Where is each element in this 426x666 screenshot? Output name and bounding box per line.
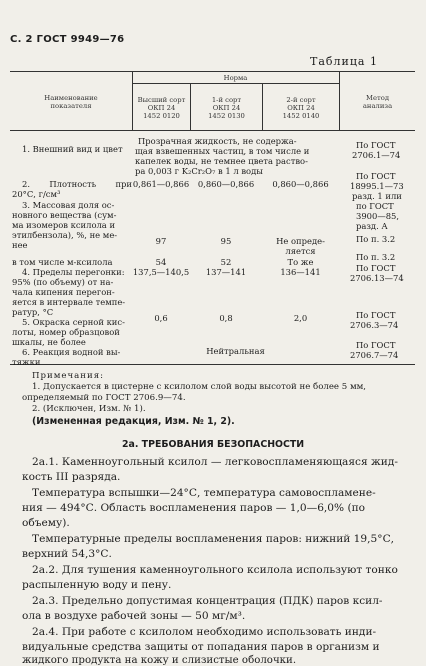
param-main-2: новного вещества (сум- bbox=[12, 210, 117, 220]
param-main-3: ма изомеров ксилола и bbox=[12, 220, 116, 230]
param-density: 2. Плотность при bbox=[22, 179, 132, 189]
appearance-line-2: щая взвешенных частиц, в том числе и bbox=[135, 146, 310, 156]
distill-second: 136—141 bbox=[280, 267, 321, 277]
note-1-cont: определяемый по ГОСТ 2706.9—74. bbox=[22, 393, 186, 403]
param-reaction-1: 6. Реакция водной вы- bbox=[22, 347, 121, 357]
body-line-5: объему). bbox=[22, 517, 70, 529]
density-first: 0,860—0,866 bbox=[197, 179, 255, 189]
table-bottom-rule bbox=[10, 364, 415, 365]
page-header: С. 2 ГОСТ 9949—76 bbox=[10, 34, 125, 45]
method-6b: 2706.7—74 bbox=[350, 350, 399, 360]
body-line-14: жидкого продукта на кожу и слизистые оболочки. bbox=[22, 655, 297, 666]
param-acid-1: 5. Окраска серной кис- bbox=[22, 317, 125, 327]
method-3: По п. 3.2 bbox=[356, 234, 396, 244]
param-acid-2: лоты, номер образцовой bbox=[12, 327, 120, 337]
note-1: 1. Допускается в цистерне с ксилолом слой воды высотой не более 5 мм, bbox=[32, 382, 367, 392]
method-5a: По ГОСТ bbox=[356, 310, 396, 320]
method-1b: 2706.1—74 bbox=[352, 150, 401, 160]
density-top: 0,861—0,866 bbox=[132, 179, 190, 189]
param-distill-4: яется в интервале темпе- bbox=[12, 297, 126, 307]
method-1a: По ГОСТ bbox=[356, 140, 396, 150]
col-head-first-grade: 1-й сорт ОКП 24 1452 0130 bbox=[208, 96, 245, 120]
method-2b: 18995.1—73 bbox=[350, 181, 404, 191]
method-2c: разд. 1 или bbox=[352, 191, 402, 201]
param-main-4: этилбензола), %, не ме- bbox=[12, 230, 118, 240]
param-m-xylene: в том числе м-ксилола bbox=[12, 257, 113, 267]
col-head-second-grade: 2-й сорт ОКП 24 1452 0140 bbox=[282, 96, 320, 120]
method-6a: По ГОСТ bbox=[356, 340, 396, 350]
table-caption: Таблица 1 bbox=[310, 55, 378, 68]
appearance-line-3: капелек воды, не темнее цвета раство- bbox=[135, 156, 308, 166]
distill-top: 137,5—140,5 bbox=[132, 267, 190, 277]
param-main-5: нее bbox=[12, 240, 28, 250]
param-distill-2: 95% (по объему) от на- bbox=[12, 277, 114, 287]
body-line-6: Температурные пределы воспламенения паров: нижний 19,5°С, bbox=[32, 533, 395, 545]
section-title: 2а. ТРЕБОВАНИЯ БЕЗОПАСНОСТИ bbox=[122, 439, 305, 450]
method-4a: По ГОСТ bbox=[356, 263, 396, 273]
mxylene-second: То же bbox=[287, 257, 314, 267]
method-2d: по ГОСТ bbox=[356, 201, 394, 211]
method-5b: 2706.3—74 bbox=[350, 320, 399, 330]
body-line-10: 2а.3. Предельно допустимая концентрация (ПДК) паров ксил- bbox=[32, 595, 383, 607]
col-head-param: Наименование показателя bbox=[44, 94, 98, 110]
mxylene-first: 52 bbox=[220, 257, 232, 267]
body-line-8: 2а.2. Для тушения каменноугольного ксилола используют тонко bbox=[32, 564, 398, 576]
reaction-value: Нейтральная bbox=[206, 346, 265, 356]
appearance-line-1: Прозрачная жидкость, не содержа- bbox=[138, 136, 297, 146]
param-appearance: 1. Внешний вид и цвет bbox=[22, 144, 123, 154]
main-second-2: ляется bbox=[285, 246, 316, 256]
col-head-method: Метод анализа bbox=[362, 94, 393, 110]
density-second: 0,860—0,866 bbox=[272, 179, 329, 189]
mxylene-top: 54 bbox=[155, 257, 167, 267]
table-top-rule bbox=[10, 71, 415, 72]
amendment-note: (Измененная редакция, Изм. № 1, 2). bbox=[32, 416, 235, 427]
body-line-4: ния — 494°С. Область воспламенения паров — 1,0—6,0% (по bbox=[22, 502, 366, 514]
param-main-1: 3. Массовая доля ос- bbox=[22, 200, 115, 210]
notes-heading: Примечания: bbox=[32, 371, 105, 381]
param-reaction-2: тяжки bbox=[12, 357, 41, 367]
norm-under-rule bbox=[132, 83, 339, 84]
method-2f: разд. А bbox=[356, 221, 388, 231]
param-distill-3: чала кипения перегон- bbox=[12, 287, 115, 297]
method-2a: По ГОСТ bbox=[356, 171, 396, 181]
main-first: 95 bbox=[220, 236, 232, 246]
method-2e: 3900—85, bbox=[356, 211, 400, 221]
col-head-norm: Норма bbox=[223, 74, 248, 82]
header-bottom-rule bbox=[10, 130, 415, 131]
body-line-13: видуальные средства защиты от попадания паров в организм и bbox=[22, 641, 380, 653]
body-line-2: кость III разряда. bbox=[22, 471, 121, 483]
body-line-1: 2а.1. Каменноугольный ксилол — легковоспламеняющаяся жид- bbox=[32, 456, 398, 468]
main-second-1: Не опреде- bbox=[276, 236, 325, 246]
method-3b: По п. 3.2 bbox=[356, 252, 396, 262]
acid-second: 2,0 bbox=[293, 313, 308, 323]
acid-top: 0,6 bbox=[154, 313, 168, 323]
param-distill-1: 4. Пределы перегонки: bbox=[22, 267, 125, 277]
body-line-7: верхний 54,3°С. bbox=[22, 548, 112, 560]
body-line-12: 2а.4. При работе с ксилолом необходимо использовать инди- bbox=[32, 626, 377, 638]
col-head-top-grade: Высший сорт ОКП 24 1452 0120 bbox=[137, 96, 186, 120]
distill-first: 137—141 bbox=[205, 267, 247, 277]
main-top: 97 bbox=[155, 236, 167, 246]
param-acid-3: шкалы, не более bbox=[12, 337, 86, 347]
note-2: 2. (Исключен, Изм. № 1). bbox=[32, 404, 146, 414]
param-distill-5: ратур, °С bbox=[12, 307, 54, 317]
body-line-9: распыленную воду и пену. bbox=[22, 579, 172, 591]
body-line-11: ола в воздухе рабочей зоны — 50 мг/м³. bbox=[22, 610, 246, 622]
appearance-line-4: ра 0,003 г K₂Cr₂O₇ в 1 л воды bbox=[135, 166, 263, 176]
method-4b: 2706.13—74 bbox=[350, 273, 404, 283]
body-line-3: Температура вспышки—24°С, температура самовоспламене- bbox=[32, 487, 376, 499]
param-density-unit: 20°С, г/см³ bbox=[12, 189, 61, 199]
acid-first: 0,8 bbox=[219, 313, 233, 323]
